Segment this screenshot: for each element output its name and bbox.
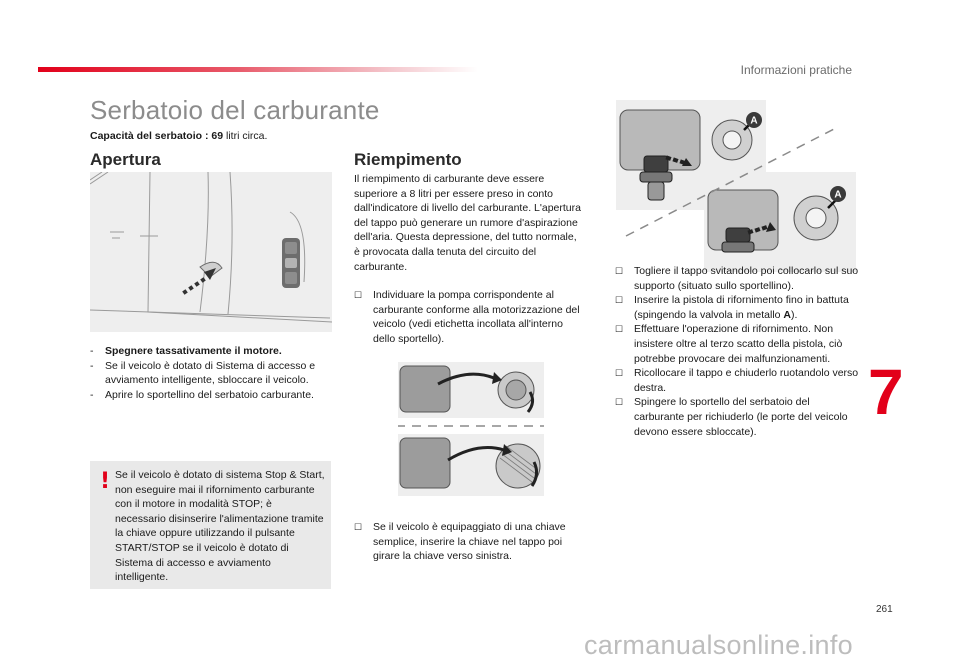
fuel-cap-key-illustration [398,362,544,500]
valve-label-a: A [750,115,758,127]
checkbox-marker-icon: ☐ [615,324,624,335]
tank-capacity [90,130,267,142]
warning-icon: ! [100,469,111,494]
step-text: Effettuare l'operazione di rifornimento. Non insistere oltre al terzo scatto della pistola, ciò potrebbe provocare dei malfunzionamenti. [634,323,843,365]
checkbox-marker-icon: ☐ [615,266,624,276]
dash-marker: - [90,345,94,357]
warning-text: Se il veicolo è dotato di sistema Stop & Start, non eseguire mai il rifornimento carburante con il motore in modalità STOP; è necessario disinserire l'alimentazione tramite la chiave oppure utilizzando il pulsante START/STOP se il veicolo è dotato di Sistema di accesso e avviamento intelligente. [115,469,325,584]
capacity-label: Capacità del serbatoio : [90,130,209,142]
step-text: Spegnere tassativamente il motore. [105,345,282,357]
list-item [90,359,335,388]
list-item [615,395,860,439]
list-item [354,520,586,564]
chiave-step [354,520,586,564]
list-item [615,293,860,322]
list-item [354,288,586,346]
riempimento-intro: Il riempimento di carburante deve essere superiore a 8 litri per essere preso in conto dall'indicatore di livello del carburante. L'apertura del tappo può generare un rumore d'aspirazione dell'aria. Questa depressione, del tutto normale, è provocata dalla tenuta del circuito del carburante. [354,173,581,273]
fuel-filler-valve-illustration [616,100,856,272]
section-label: Informazioni pratiche [740,63,852,77]
riempimento-heading: Riempimento [354,150,462,169]
list-item [90,388,335,403]
checkbox-marker-icon: ☐ [615,368,624,379]
step-text: Inserire la pistola di rifornimento fino in battuta (spingendo la valvola in metallo [634,294,849,321]
step-text: Se il veicolo è equipaggiato di una chiave semplice, inserire la chiave nel tappo poi girare la chiave verso sinistra. [373,521,566,563]
step-text: Se il veicolo è dotato di Sistema di accesso e avviamento intelligente, sbloccare il veicolo. [105,359,316,387]
watermark: carmanualsonline.info [584,630,853,660]
list-item [615,264,860,293]
chapter-number: 7 [868,356,904,428]
valve-label-a: A [834,189,842,201]
apertura-heading: Apertura [90,150,161,169]
header-accent-bar [38,67,478,72]
capacity-unit: litri circa. [225,130,268,142]
checkbox-marker-icon: ☐ [354,290,363,300]
checkbox-marker-icon: ☐ [354,522,363,532]
apertura-steps [90,344,335,402]
checkbox-marker-icon: ☐ [615,295,624,306]
valve-ref: A [783,308,792,321]
list-item [615,366,860,395]
capacity-value: 69 [211,130,224,142]
page-title: Serbatoio del carburante [90,95,380,125]
dash-marker: - [90,388,94,401]
step-text: Aprire lo sportellino del serbatoio carburante. [105,388,314,401]
step-text: Ricollocare il tappo e chiuderlo ruotandolo verso destra. [634,367,859,394]
car-fuel-door-illustration [90,172,332,332]
step-text: Spingere lo sportello del serbatoio del carburante per richiuderlo (le porte del veicolo devono essere sbloccate). [634,396,848,438]
warning-box [90,461,331,589]
list-item [90,344,335,359]
list-item [615,322,860,366]
pompa-step [354,288,586,346]
checkbox-marker-icon: ☐ [615,397,624,408]
dash-marker: - [90,359,94,372]
step-text-end: ). [791,308,798,321]
step-text: Togliere il tappo svitandolo poi collocarlo sul suo supporto (situato sullo sportellino). [634,265,859,292]
page-number: 261 [876,604,893,615]
step-text: Individuare la pompa corrispondente al carburante conforme alla motorizzazione del veicolo (vedi etichetta incollata all'interno dello sportello). [373,289,580,345]
refuel-steps [615,264,860,439]
